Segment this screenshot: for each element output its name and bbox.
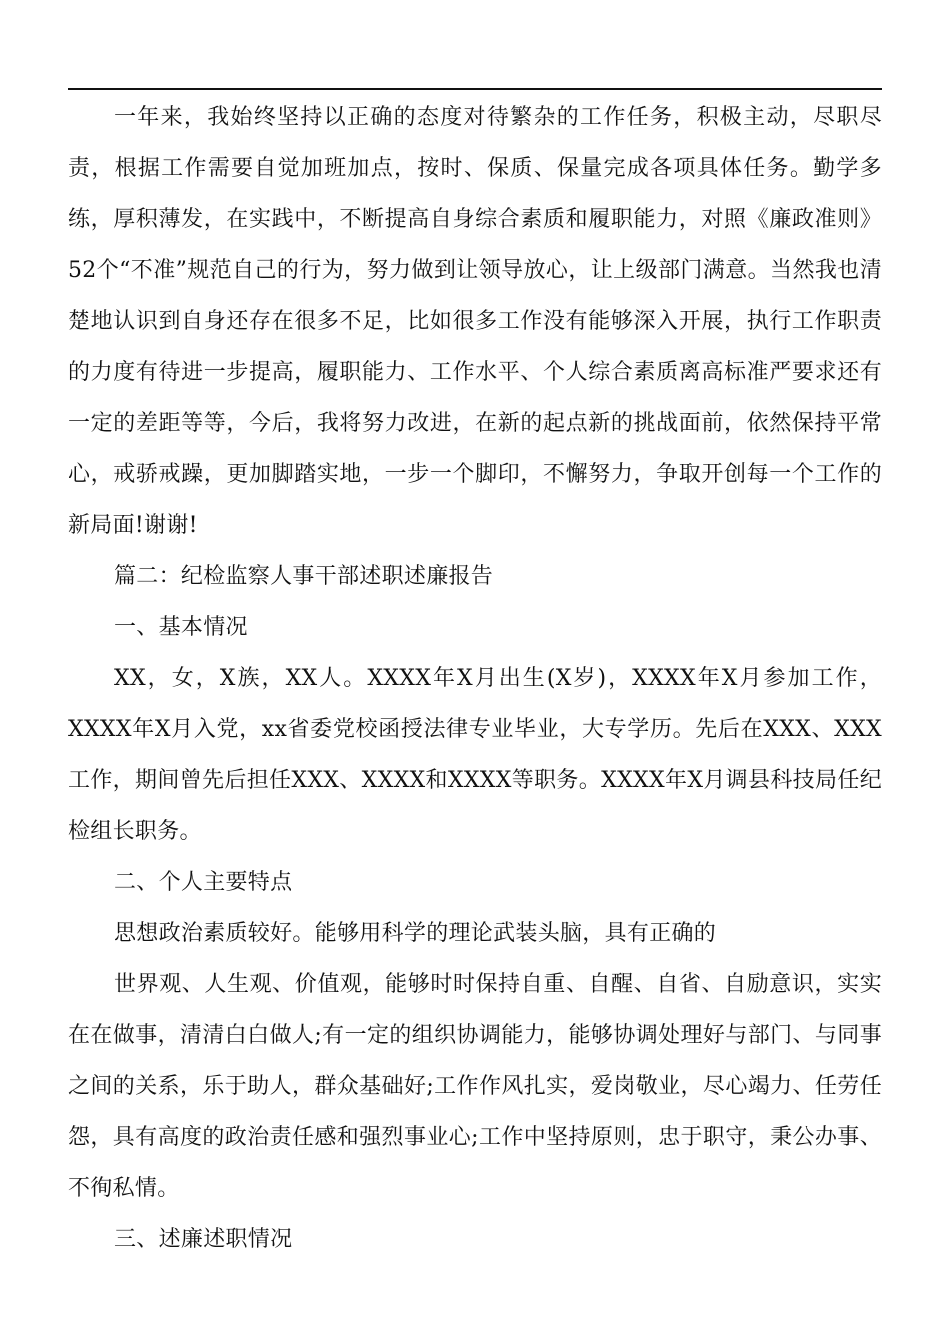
- paragraph-summary: 一年来，我始终坚持以正确的态度对待繁杂的工作任务，积极主动，尽职尽责，根据工作需要自觉加班加点，按时、保质、保量完成各项具体任务。勤学多练，厚积薄发，在实践中，不断提高自身综合素质和履职能力，对照《廉政准则》52个“不准”规范自己的行为，努力做到让领导放心，让上级部门满意。当然我也清楚地认识到自身还存在很多不足，比如很多工作没有能够深入开展，执行工作职责的力度有待进一步提高，履职能力、工作水平、个人综合素质离高标准严要求还有一定的差距等等，今后，我将努力改进，在新的起点新的挑战面前，依然保持平常心，戒骄戒躁，更加脚踏实地，一步一个脚印，不懈努力，争取开创每一个工作的新局面!谢谢!: [68, 105, 882, 538]
- document-body: [68, 92, 882, 1265]
- heading-basic-info: 一、基本情况: [114, 615, 248, 640]
- section-title: 篇二：纪检监察人事干部述职述廉报告: [114, 564, 494, 589]
- paragraph-traits-intro: 思想政治素质较好。能够用科学的理论武装头脑，具有正确的: [114, 921, 717, 946]
- paragraph-traits-detail: 世界观、人生观、价值观，能够时时保持自重、自醒、自省、自励意识，实实在在做事，清清白白做人;有一定的组织协调能力，能够协调处理好与部门、与同事之间的关系，乐于助人，群众基础好;工作作风扎实，爱岗敬业，尽心竭力、任劳任怨，具有高度的政治责任感和强烈事业心;工作中坚持原则，忠于职守，秉公办事、不徇私情。: [68, 972, 882, 1201]
- heading-report-status: 三、述廉述职情况: [114, 1227, 293, 1252]
- header-rule: [68, 88, 882, 90]
- paragraph-basic-info: XX，女，X族，XX人。XXXX年X月出生(X岁)，XXXX年X月参加工作，XXXX年X月入党，xx省委党校函授法律专业毕业，大专学历。先后在XXX、XXX工作，期间曾先后担任XXX、XXXX和XXXX等职务。XXXX年X月调县科技局任纪检组长职务。: [68, 666, 882, 844]
- heading-personal-traits: 二、个人主要特点: [114, 870, 293, 895]
